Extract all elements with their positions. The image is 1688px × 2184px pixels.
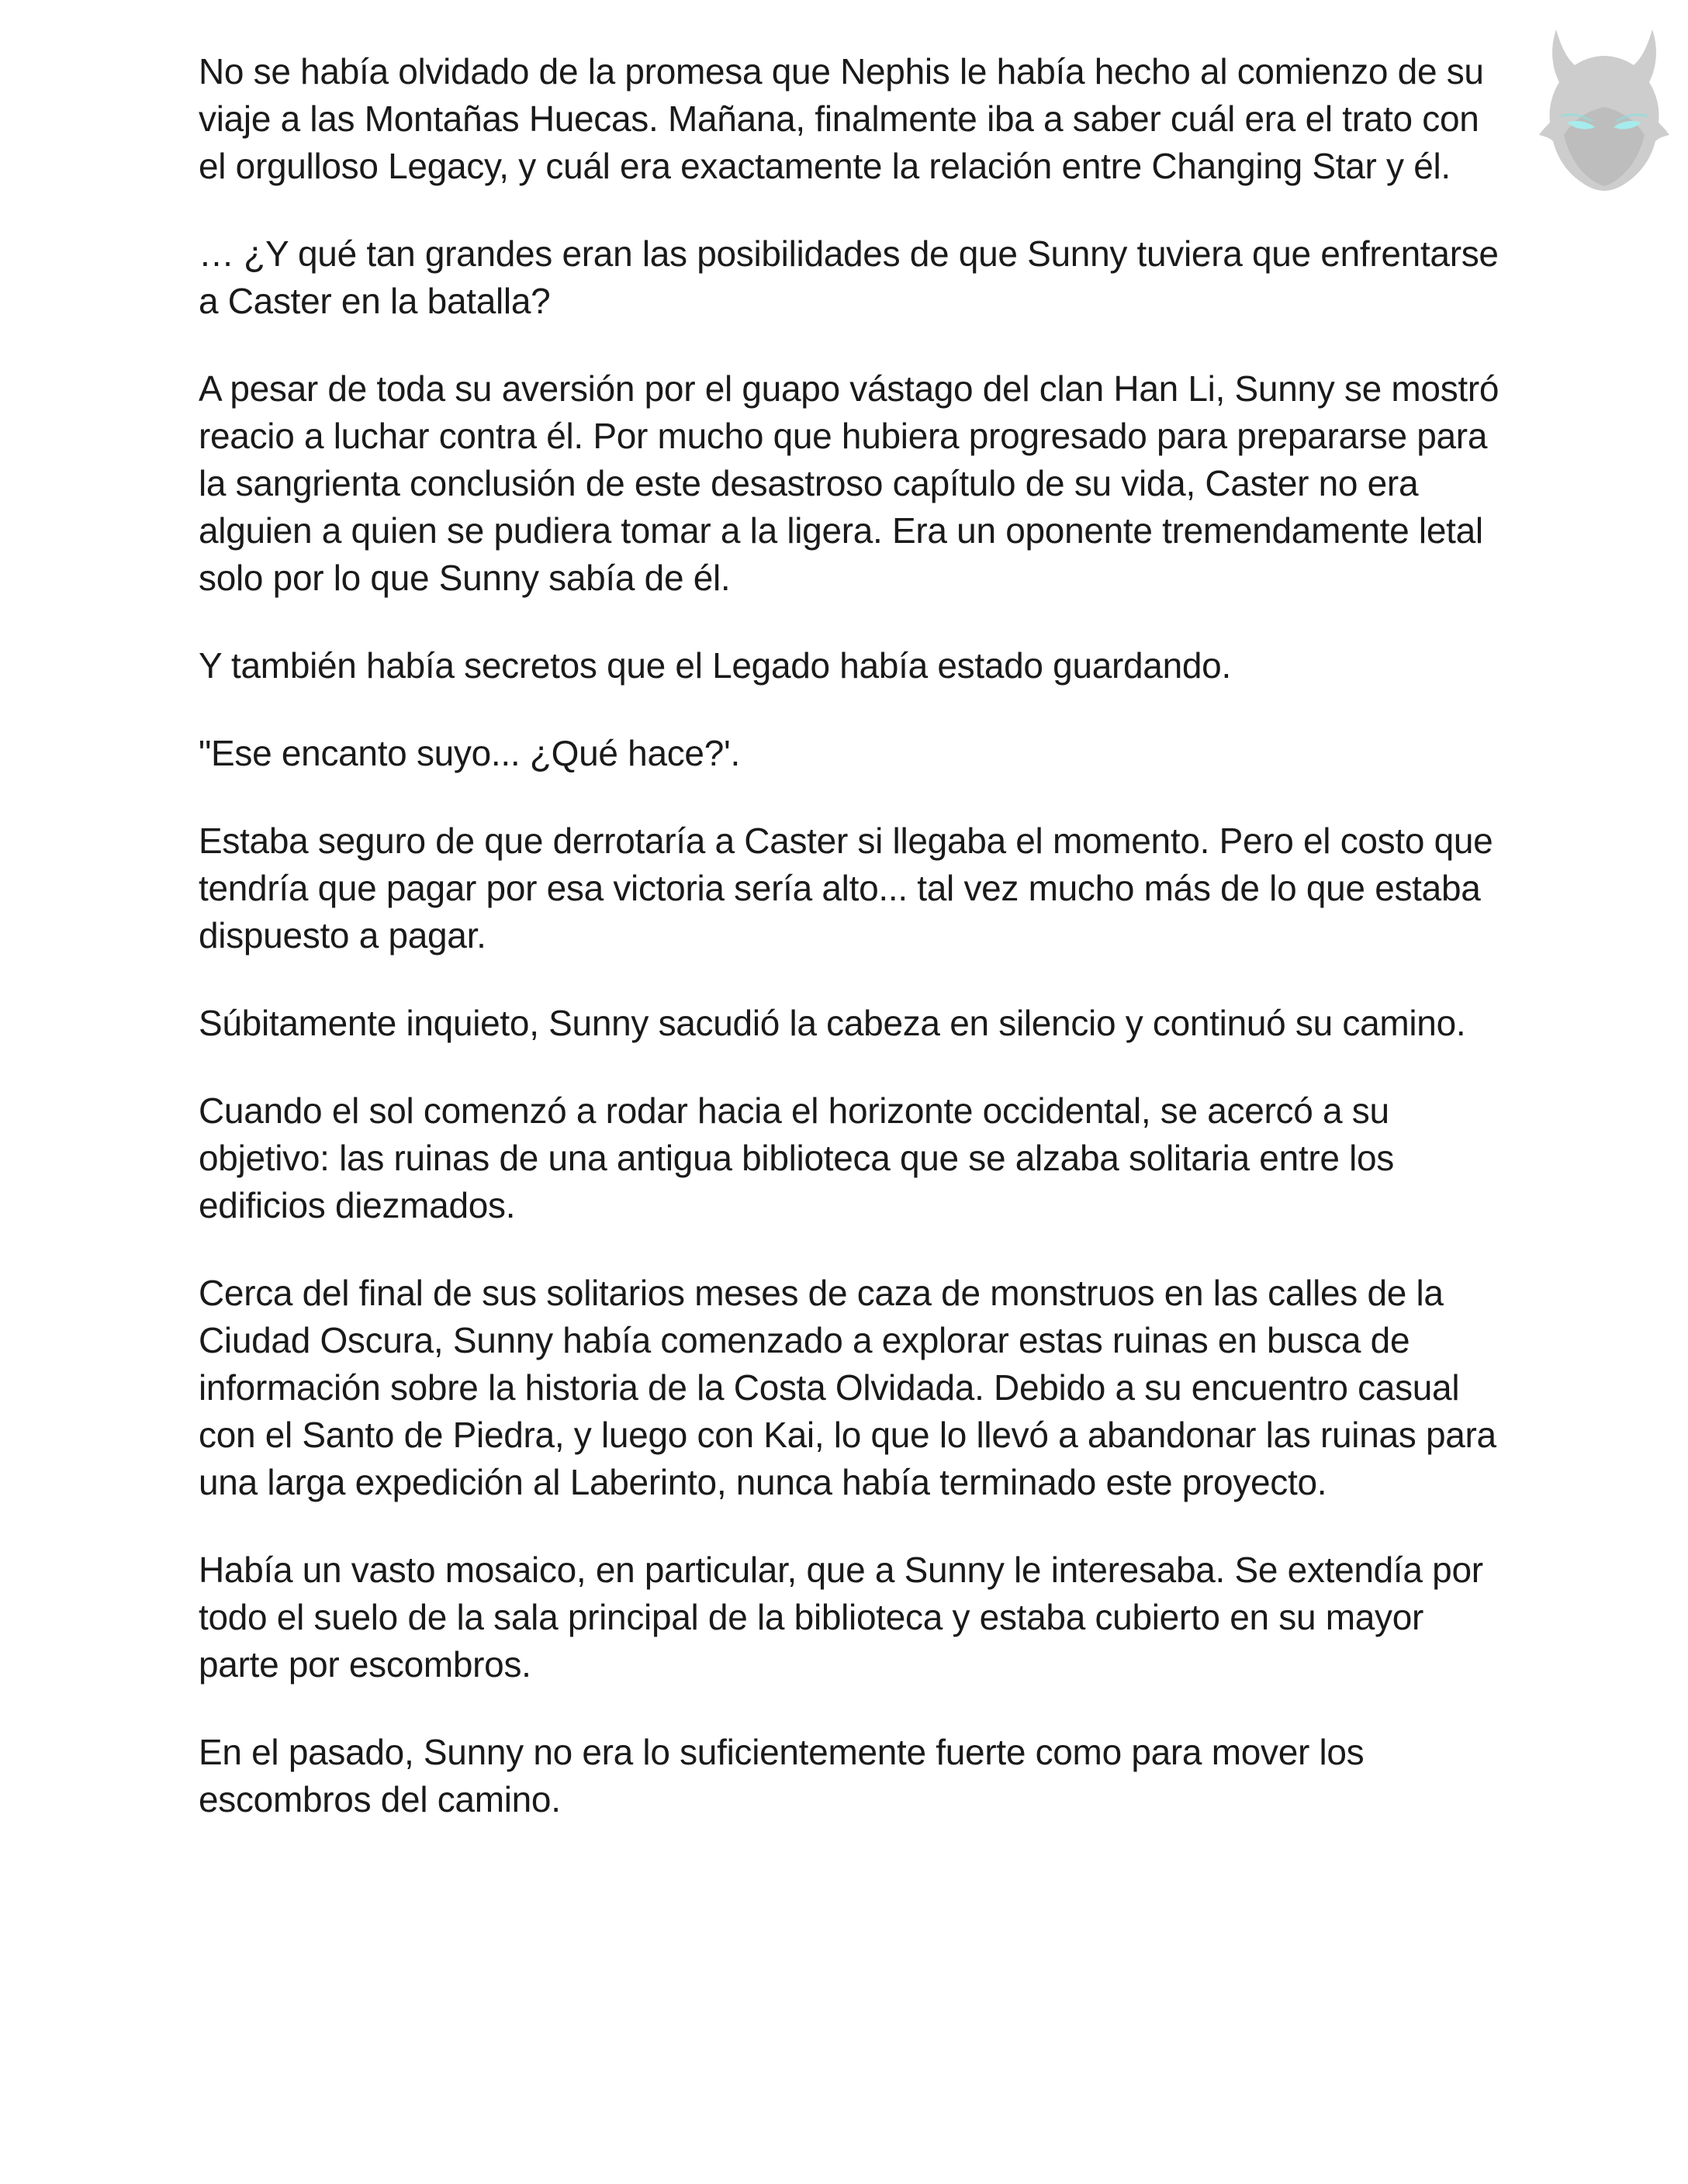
paragraph-2: … ¿Y qué tan grandes eran las posibilidades de que Sunny tuviera que enfrentarse a Caster en la batalla?	[199, 233, 1499, 321]
paragraph-4: Y también había secretos que el Legado había estado guardando.	[199, 645, 1231, 686]
paragraph-7: Súbitamente inquieto, Sunny sacudió la cabeza en silencio y continuó su camino.	[199, 1003, 1466, 1043]
demon-head-icon	[1527, 14, 1682, 200]
document-body	[199, 48, 1502, 1864]
paragraph-11: En el pasado, Sunny no era lo suficientemente fuerte como para mover los escombros del camino.	[199, 1732, 1365, 1819]
paragraph-5: "Ese encanto suyo... ¿Qué hace?'.	[199, 733, 740, 773]
paragraph-8: Cuando el sol comenzó a rodar hacia el horizonte occidental, se acercó a su objetivo: las ruinas de una antigua biblioteca que se alzaba solitaria entre los edificios diezmados.	[199, 1090, 1395, 1225]
paragraph-6: Estaba seguro de que derrotaría a Caster si llegaba el momento. Pero el costo que tendría que pagar por esa victoria sería alto... tal vez mucho más de lo que estaba dispuesto a pagar.	[199, 821, 1493, 955]
paragraph-10: Había un vasto mosaico, en particular, que a Sunny le interesaba. Se extendía por todo el suelo de la sala principal de la biblioteca y estaba cubierto en su mayor parte por escombros.	[199, 1550, 1483, 1685]
paragraph-9: Cerca del final de sus solitarios meses de caza de monstruos en las calles de la Ciudad Oscura, Sunny había comenzado a explorar estas ruinas en busca de información sobre la historia de la Costa Olvidada. Debido a su encuentro casual con el Santo de Piedra, y luego con Kai, lo que lo llevó a abandonar las ruinas para una larga expedición al Laberinto, nunca había terminado este proyecto.	[199, 1273, 1496, 1502]
paragraph-3: A pesar de toda su aversión por el guapo vástago del clan Han Li, Sunny se mostró reacio a luchar contra él. Por mucho que hubiera progresado para prepararse para la sangrienta conclusión de este desastroso capítulo de su vida, Caster no era alguien a quien se pudiera tomar a la ligera. Era un oponente tremendamente letal solo por lo que Sunny sabía de él.	[199, 368, 1499, 598]
paragraph-1: No se había olvidado de la promesa que Nephis le había hecho al comienzo de su viaje a las Montañas Huecas. Mañana, finalmente iba a saber cuál era el trato con el orgulloso Legacy, y cuál era exactamente la relación entre Changing Star y él.	[199, 51, 1484, 186]
